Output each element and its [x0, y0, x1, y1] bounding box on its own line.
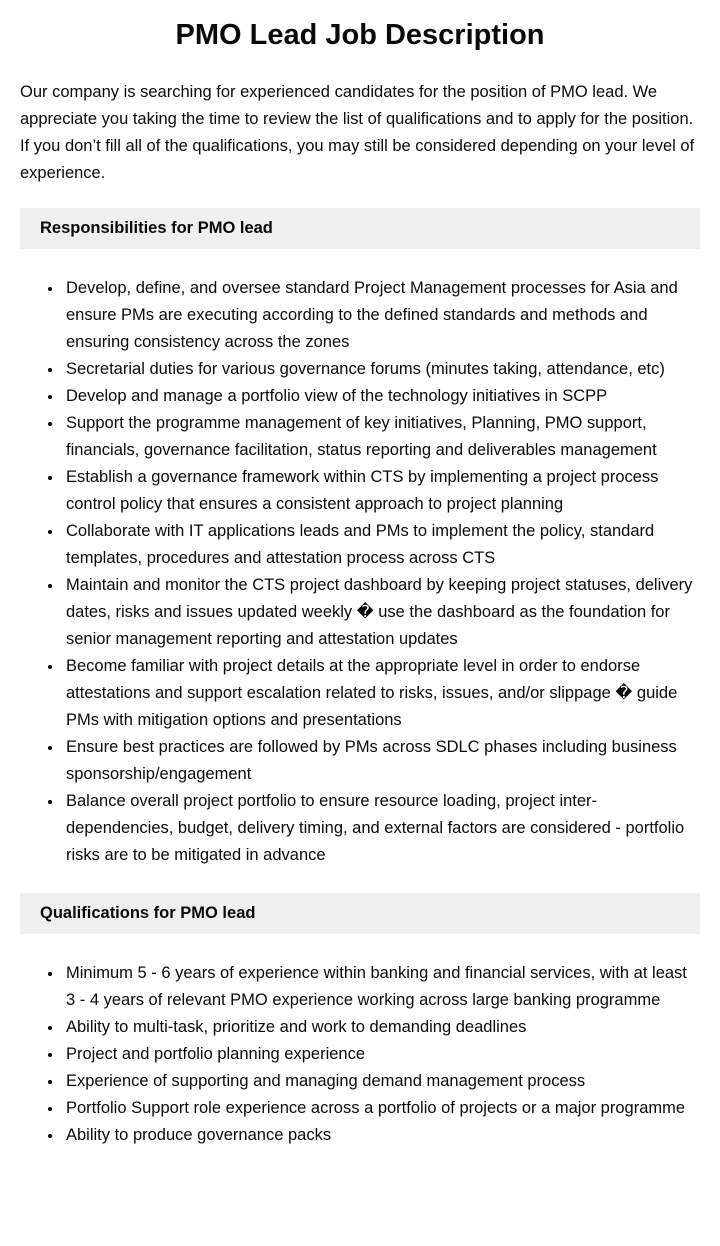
list-item: • Portfolio Support role experience across a portfolio of projects or a major programme — [63, 1095, 700, 1122]
list-item: • Secretarial duties for various governance forums (minutes taking, attendance, etc) — [63, 356, 700, 383]
list-item: • Establish a governance framework within CTS by implementing a project process control policy that ensures a consistent approach to project planning — [63, 464, 700, 518]
responsibilities-list — [20, 275, 700, 869]
list-item: • Become familiar with project details at the appropriate level in order to endorse attestations and support escalation related to risks, issues, and/or slippage � guide PMs with mitigation options and presentations — [63, 653, 700, 734]
list-item: • Develop, define, and oversee standard Project Management processes for Asia and ensure PMs are executing according to the defined standards and methods and ensuring consistency across the zones — [63, 275, 700, 356]
qualifications-heading: Qualifications for PMO lead — [40, 903, 256, 922]
list-item: • Ensure best practices are followed by PMs across SDLC phases including business sponsorship/engagement — [63, 734, 700, 788]
list-item: • Balance overall project portfolio to ensure resource loading, project inter-dependencies, budget, delivery timing, and external factors are considered - portfolio risks are to be mitigated in advance — [63, 788, 700, 869]
list-item: • Ability to multi-task, prioritize and work to demanding deadlines — [63, 1014, 700, 1041]
list-item: • Develop and manage a portfolio view of the technology initiatives in SCPP — [63, 383, 700, 410]
page-title: PMO Lead Job Description — [175, 19, 545, 51]
list-item: • Collaborate with IT applications leads and PMs to implement the policy, standard templates, procedures and attestation process across CTS — [63, 518, 700, 572]
responsibilities-section-header — [20, 208, 700, 249]
qualifications-list — [20, 960, 700, 1149]
responsibilities-heading: Responsibilities for PMO lead — [40, 218, 273, 237]
qualifications-section-header — [20, 893, 700, 934]
list-item: • Experience of supporting and managing demand management process — [63, 1068, 700, 1095]
list-item: • Ability to produce governance packs — [63, 1122, 700, 1149]
list-item: • Minimum 5 - 6 years of experience within banking and financial services, with at least 3 - 4 years of relevant PMO experience working across large banking programme — [63, 960, 700, 1014]
list-item: • Support the programme management of key initiatives, Planning, PMO support, financials, governance facilitation, status reporting and deliverables management — [63, 410, 700, 464]
list-item: • Project and portfolio planning experience — [63, 1041, 700, 1068]
list-item: • Maintain and monitor the CTS project dashboard by keeping project statuses, delivery dates, risks and issues updated weekly � use the dashboard as the foundation for senior management reporting and attestation updates — [63, 572, 700, 653]
intro-paragraph: Our company is searching for experienced candidates for the position of PMO lead. We appreciate you taking the time to review the list of qualifications and to apply for the position. If you don’t fill all of the qualifications, you may still be considered depending on your level of experience. — [20, 82, 695, 182]
